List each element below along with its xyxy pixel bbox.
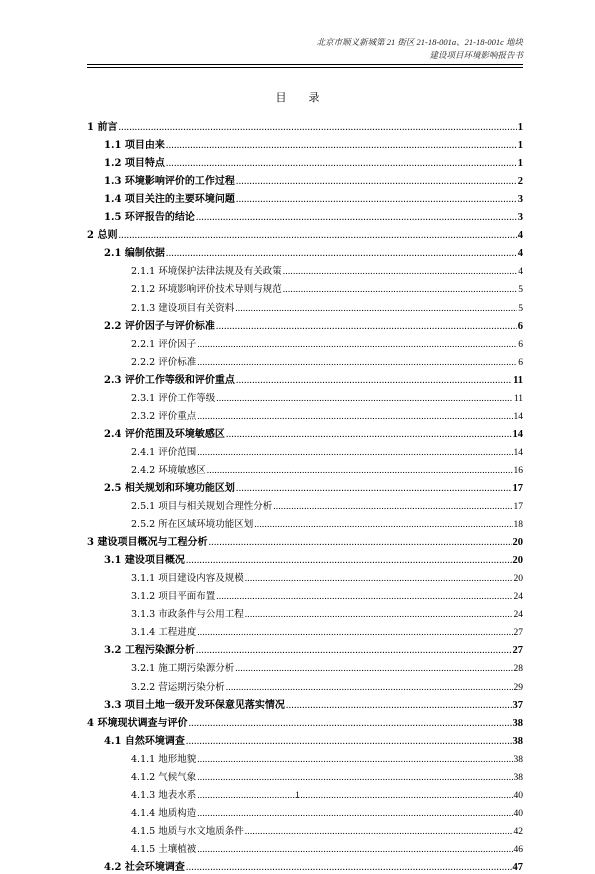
toc-entry-title: 3.1.2 项目平面布置 xyxy=(131,591,216,603)
toc-entry-title: 2.1.1 环境保护法律法规及有关政策 xyxy=(131,266,282,278)
toc-entry-page: 6 xyxy=(518,339,523,350)
toc-entry-title: 2.3 评价工作等级和评价重点 xyxy=(104,374,235,386)
toc-entry-title: 2.2 评价因子与评价标准 xyxy=(104,320,215,332)
toc-leader-dots xyxy=(118,122,516,134)
toc-leader-dots xyxy=(166,158,517,170)
toc-entry[interactable] xyxy=(87,351,523,369)
toc-entry-title: 2.3.2 评价重点 xyxy=(131,410,197,422)
toc-entry-page: 4 xyxy=(517,230,523,242)
toc-entry-page: 29 xyxy=(513,682,523,693)
toc-leader-dots xyxy=(197,772,512,784)
toc-entry-title: 2.5.1 项目与相关规划合理性分析 xyxy=(131,501,273,513)
toc-leader-dots xyxy=(197,754,512,766)
toc-entry[interactable] xyxy=(87,152,523,170)
toc-entry-title: 3.2.1 施工期污染源分析 xyxy=(131,663,235,675)
toc-entry-page: 2 xyxy=(517,176,523,188)
toc-entry-title: 2.4.1 评价范围 xyxy=(131,446,197,458)
toc-entry[interactable] xyxy=(87,766,523,784)
toc-entry[interactable] xyxy=(87,549,523,567)
toc-entry-title: 4.1.4 地质构造 xyxy=(131,807,197,819)
toc-leader-dots xyxy=(186,555,512,567)
toc-leader-dots xyxy=(197,357,517,369)
toc-entry[interactable] xyxy=(87,315,523,333)
toc-entry[interactable] xyxy=(87,567,523,585)
toc-entry[interactable] xyxy=(87,621,523,639)
toc-entry[interactable] xyxy=(87,477,523,495)
toc-entry-page: 28 xyxy=(513,664,523,675)
toc-leader-dots xyxy=(216,321,517,333)
toc-leader-dots xyxy=(245,609,513,621)
toc-leader-dots xyxy=(197,808,512,820)
toc-entry-page: 38 xyxy=(512,717,523,729)
toc-entry-page: 40 xyxy=(513,790,523,801)
header-rule-thin xyxy=(87,67,523,68)
toc-entry[interactable] xyxy=(87,585,523,603)
toc-entry-page: 24 xyxy=(513,610,523,621)
toc-entry-title: 2.1.3 建设项目有关资料 xyxy=(131,302,235,314)
toc-entry[interactable] xyxy=(87,495,523,513)
page-header xyxy=(317,36,523,62)
toc-entry-title: 2.2.1 评价因子 xyxy=(131,338,197,350)
toc-entry[interactable] xyxy=(87,296,523,314)
toc-leader-dots xyxy=(188,718,511,730)
toc-leader-dots xyxy=(166,248,517,260)
toc-entry[interactable] xyxy=(87,459,523,477)
table-of-contents xyxy=(87,116,523,874)
toc-entry-title: 3.1.4 工程进度 xyxy=(131,627,197,639)
toc-entry[interactable] xyxy=(87,712,523,730)
toc-entry-page: 18 xyxy=(513,520,523,531)
toc-entry-title: 2.1.2 环境影响评价技术导则与规范 xyxy=(131,284,282,296)
toc-leader-dots xyxy=(236,176,517,188)
toc-entry[interactable] xyxy=(87,513,523,531)
toc-entry-page: 20 xyxy=(512,555,523,567)
toc-leader-dots xyxy=(283,266,518,278)
toc-leader-dots xyxy=(245,573,513,585)
toc-entry-page: 38 xyxy=(513,754,523,765)
toc-entry-title: 4.1.5 土壤植被 xyxy=(131,843,197,855)
toc-title: 目录 xyxy=(275,91,342,104)
toc-entry[interactable] xyxy=(87,531,523,549)
toc-entry-page: 1 xyxy=(517,122,523,134)
toc-entry-title: 2 总则 xyxy=(87,230,118,242)
toc-entry-page: 6 xyxy=(517,320,523,332)
toc-entry-title: 1.4 项目关注的主要环境问题 xyxy=(104,194,235,206)
toc-entry-title: 2.2.2 评价标准 xyxy=(131,356,197,368)
toc-entry[interactable] xyxy=(87,748,523,766)
toc-leader-dots xyxy=(235,663,512,675)
toc-entry-title: 3.1.1 项目建设内容及规模 xyxy=(131,573,244,585)
toc-leader-dots xyxy=(236,483,512,495)
toc-entry-page: 11 xyxy=(513,374,523,386)
toc-leader-dots xyxy=(216,393,513,405)
toc-entry-page: 38 xyxy=(512,735,523,747)
toc-leader-dots xyxy=(286,700,512,712)
toc-leader-dots xyxy=(197,627,512,639)
toc-entry-page: 5 xyxy=(518,303,523,314)
toc-leader-dots xyxy=(197,447,512,459)
toc-leader-dots xyxy=(283,284,518,296)
toc-entry-title: 1 前言 xyxy=(87,122,118,134)
toc-entry-page: 3 xyxy=(517,194,523,206)
toc-entry-page: 14 xyxy=(513,411,523,422)
toc-entry[interactable] xyxy=(87,369,523,387)
toc-entry-page: 38 xyxy=(513,772,523,783)
toc-entry-title: 3.1 建设项目概况 xyxy=(104,555,185,567)
toc-entry-page: 1 xyxy=(517,158,523,170)
toc-entry[interactable] xyxy=(87,820,523,838)
toc-entry[interactable] xyxy=(87,802,523,820)
toc-entry[interactable] xyxy=(87,188,523,206)
toc-entry[interactable] xyxy=(87,206,523,224)
toc-entry-title: 2.4.2 环境敏感区 xyxy=(131,464,206,476)
toc-leader-dots xyxy=(273,501,512,513)
header-rule xyxy=(87,64,523,65)
toc-entry-title: 4.2 社会环境调查 xyxy=(104,861,185,873)
toc-entry-title: 1.2 项目特点 xyxy=(104,158,165,170)
toc-entry-page: 42 xyxy=(513,826,523,837)
toc-entry-page: 17 xyxy=(513,502,523,513)
toc-entry[interactable] xyxy=(87,405,523,423)
toc-entry[interactable] xyxy=(87,224,523,242)
toc-leader-dots xyxy=(236,194,517,206)
toc-entry[interactable] xyxy=(87,134,523,152)
toc-entry[interactable] xyxy=(87,170,523,188)
toc-entry[interactable] xyxy=(87,639,523,657)
toc-entry-title: 3.1.3 市政条件与公用工程 xyxy=(131,609,244,621)
toc-entry[interactable] xyxy=(87,694,523,712)
toc-entry[interactable] xyxy=(87,423,523,441)
toc-leader-dots xyxy=(245,826,513,838)
toc-entry-title: 4.1.3 地表水系 xyxy=(131,789,197,801)
toc-leader-dots xyxy=(207,465,513,477)
toc-entry[interactable] xyxy=(87,603,523,621)
toc-entry-page: 14 xyxy=(512,428,523,440)
toc-entry-page: 17 xyxy=(512,482,523,494)
toc-leader-dots xyxy=(186,862,512,874)
toc-entry-title: 1.3 环境影响评价的工作过程 xyxy=(104,176,235,188)
toc-entry[interactable] xyxy=(87,856,523,874)
toc-entry-title: 2.3.1 评价工作等级 xyxy=(131,392,216,404)
toc-entry-title: 4.1.1 地形地貌 xyxy=(131,753,197,765)
toc-entry-title: 2.5.2 所在区域环境功能区划 xyxy=(131,519,254,531)
toc-entry-page: 11 xyxy=(513,393,523,404)
toc-entry-title: 2.4 评价范围及环境敏感区 xyxy=(104,428,225,440)
toc-entry[interactable] xyxy=(87,441,523,459)
toc-entry-page: 40 xyxy=(513,808,523,819)
toc-entry[interactable] xyxy=(87,675,523,693)
toc-entry-page: 14 xyxy=(513,447,523,458)
toc-leader-dots xyxy=(166,140,517,152)
toc-leader-dots xyxy=(235,303,517,315)
toc-entry[interactable] xyxy=(87,116,523,134)
toc-leader-dots xyxy=(254,519,512,531)
toc-entry[interactable] xyxy=(87,333,523,351)
toc-entry-title: 3.3 项目土地一级开发环保意见落实情况 xyxy=(104,699,285,711)
toc-entry-title: 2.5 相关规划和环境功能区划 xyxy=(104,482,235,494)
toc-entry[interactable] xyxy=(87,657,523,675)
toc-leader-dots xyxy=(196,212,517,224)
toc-leader-dots xyxy=(118,230,516,242)
toc-entry-title: 4.1.2 气候气象 xyxy=(131,771,197,783)
toc-entry-page: 6 xyxy=(518,357,523,368)
toc-entry-title: 1.1 项目由来 xyxy=(104,140,165,152)
toc-leader-dots xyxy=(197,844,512,856)
toc-entry-title: 3.2 工程污染源分析 xyxy=(104,645,195,657)
toc-leader-dots xyxy=(216,591,512,603)
toc-leader-dots xyxy=(197,339,517,351)
toc-leader-dots xyxy=(236,375,512,387)
toc-leader-dots xyxy=(197,411,512,423)
toc-entry-page: 20 xyxy=(513,574,523,585)
page-number: 1 xyxy=(295,790,300,800)
toc-entry-title: 4 环境现状调查与评价 xyxy=(87,717,188,729)
toc-entry-page: 16 xyxy=(513,465,523,476)
toc-entry-title: 4.1.5 地质与水文地质条件 xyxy=(131,825,244,837)
toc-entry-page: 27 xyxy=(512,645,523,657)
toc-entry[interactable] xyxy=(87,278,523,296)
toc-entry-page: 5 xyxy=(518,285,523,296)
toc-entry-title: 1.5 环评报告的结论 xyxy=(104,212,195,224)
toc-entry-title: 3.2.2 营运期污染分析 xyxy=(131,681,225,693)
toc-entry-page: 37 xyxy=(512,699,523,711)
toc-entry-page: 47 xyxy=(512,861,523,873)
toc-entry-title: 2.1 编制依据 xyxy=(104,248,165,260)
toc-entry-page: 27 xyxy=(513,628,523,639)
toc-entry-page: 4 xyxy=(517,248,523,260)
toc-entry-page: 24 xyxy=(513,592,523,603)
toc-entry[interactable] xyxy=(87,730,523,748)
toc-entry[interactable] xyxy=(87,242,523,260)
header-line-2: 建设项目环境影响报告书 xyxy=(429,50,523,60)
toc-entry[interactable] xyxy=(87,387,523,405)
toc-leader-dots xyxy=(196,645,512,657)
toc-entry-title: 4.1 自然环境调查 xyxy=(104,735,185,747)
header-line-1: 北京市顺义新城第 21 街区 21-18-001a、21-18-001c 地块 xyxy=(316,37,523,47)
toc-entry-page: 1 xyxy=(517,140,523,152)
toc-leader-dots xyxy=(186,736,512,748)
toc-leader-dots xyxy=(226,682,513,694)
toc-entry-page: 3 xyxy=(517,212,523,224)
toc-entry-page: 4 xyxy=(518,267,523,278)
toc-entry-page: 46 xyxy=(513,844,523,855)
toc-leader-dots xyxy=(226,429,512,441)
toc-entry[interactable] xyxy=(87,260,523,278)
toc-leader-dots xyxy=(208,537,511,549)
toc-entry-title: 3 建设项目概况与工程分析 xyxy=(87,537,208,549)
toc-entry-page: 20 xyxy=(512,537,523,549)
